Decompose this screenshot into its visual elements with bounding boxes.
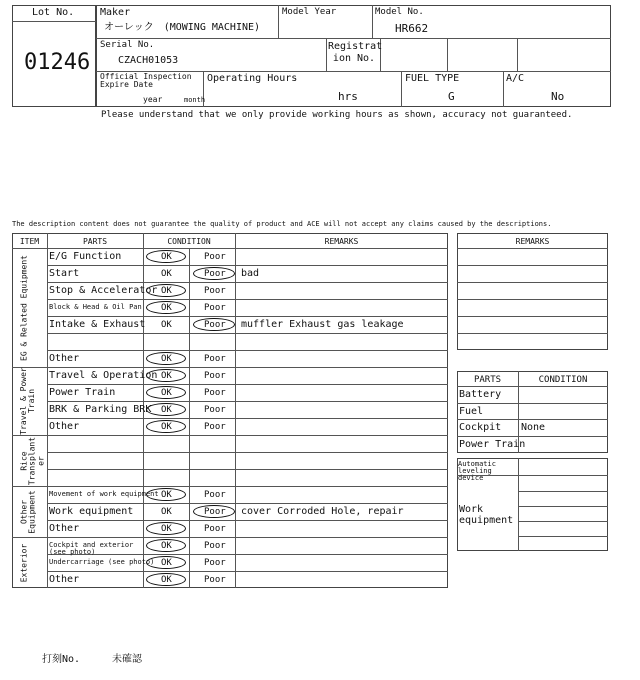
ok-option: OK (161, 490, 172, 500)
ac-value: No (551, 90, 565, 103)
ok-option: OK (161, 507, 172, 517)
selected-ok-circle (146, 573, 186, 586)
col-item-header: ITEM (19, 237, 40, 246)
col-remarks-header: REMARKS (324, 237, 359, 246)
part-label: Intake & Exhaust (49, 319, 146, 330)
month-label: month (184, 96, 206, 104)
selected-ok-circle (146, 284, 186, 297)
stamp-label: 打刻No. (42, 654, 81, 665)
group-label: Other Equipment (19, 489, 37, 534)
remark-text: muffler Exhaust gas leakage (241, 319, 404, 330)
inspection-label-2: Expire Date (100, 80, 153, 89)
hours-unit: hrs (338, 90, 358, 103)
ok-option: OK (161, 252, 172, 262)
part-label: Work equipment (49, 506, 134, 517)
part-label: Other (49, 353, 80, 364)
selected-ok-circle (146, 522, 186, 535)
year-label: year (143, 95, 163, 104)
stamp-value: 未確認 (112, 654, 142, 665)
selected-ok-circle (146, 369, 186, 382)
ok-option: OK (161, 320, 172, 330)
group-label: Travel & Power Train (19, 367, 37, 435)
ok-option: OK (161, 388, 172, 398)
part-label: Power Train (49, 387, 116, 398)
parts-header: PARTS (473, 375, 502, 385)
fuel-label-right: Fuel (459, 406, 484, 417)
part-label: Other (49, 574, 80, 585)
right-remarks-header: REMARKS (515, 237, 550, 246)
poor-option: Poor (204, 575, 226, 585)
disclaimer: The description content does not guarantee the quality of product and ACE will not accept any claims caused by the descriptions. (12, 220, 552, 228)
ok-option: OK (161, 286, 172, 296)
part-label: Start (49, 268, 80, 279)
selected-ok-circle (146, 420, 186, 433)
poor-option: Poor (204, 371, 226, 381)
part-label: E/G Function (49, 251, 122, 262)
part-label: Travel & Operation (49, 370, 158, 381)
poor-option: Poor (204, 286, 226, 296)
ok-option: OK (161, 405, 172, 415)
selected-poor-circle (193, 318, 235, 331)
lot-number: 01246 (24, 50, 91, 75)
poor-option: Poor (204, 388, 226, 398)
ok-option: OK (161, 558, 172, 568)
selected-ok-circle (146, 250, 186, 263)
selected-ok-circle (146, 403, 186, 416)
selected-ok-circle (146, 301, 186, 314)
hours-label: Operating Hours (207, 73, 298, 84)
group-label: EG & Related Equipment (19, 254, 28, 361)
serial-value: CZACH01053 (118, 55, 179, 66)
part-label: Cockpit and exterior (see photo) (49, 541, 134, 556)
poor-option: Poor (204, 405, 226, 415)
power-train-label: Power Train (459, 439, 526, 450)
col-condition-header: CONDITION (167, 237, 211, 246)
maker-value: オーレック (MOWING MACHINE) (104, 22, 261, 33)
serial-label: Serial No. (100, 40, 155, 50)
poor-option: Poor (204, 507, 226, 517)
ok-option: OK (161, 354, 172, 364)
poor-option: Poor (204, 269, 226, 279)
selected-ok-circle (146, 352, 186, 365)
selected-poor-circle (193, 505, 235, 518)
lot-label: Lot No. (32, 7, 75, 18)
model-no-label: Model No. (375, 7, 424, 17)
poor-option: Poor (204, 558, 226, 568)
selected-ok-circle (146, 386, 186, 399)
registration-label: Registrat ion No. (328, 41, 383, 64)
poor-option: Poor (204, 541, 226, 551)
work-equipment-label: Work equipment (459, 504, 514, 526)
condition-header: CONDITION (538, 375, 588, 385)
poor-option: Poor (204, 354, 226, 364)
auto-leveling-label: Automatic leveling device (458, 460, 496, 482)
part-label: Other (49, 421, 80, 432)
group-label: Rice Transplant er (19, 436, 45, 485)
part-label: Stop & Accelerator (49, 285, 158, 296)
poor-option: Poor (204, 252, 226, 262)
group-label: Exterior (19, 543, 28, 582)
selected-poor-circle (193, 267, 235, 280)
selected-ok-circle (146, 488, 186, 501)
ok-option: OK (161, 269, 172, 279)
part-label: Undercarriage (see photo) (49, 558, 155, 566)
poor-option: Poor (204, 524, 226, 534)
fuel-value: G (448, 90, 455, 103)
poor-option: Poor (204, 422, 226, 432)
poor-option: Poor (204, 490, 226, 500)
ok-option: OK (161, 303, 172, 313)
part-label: Block & Head & Oil Pan (49, 303, 142, 311)
cockpit-value: None (521, 422, 546, 433)
model-year-label: Model Year (282, 7, 337, 17)
maker-label: Maker (100, 7, 131, 18)
inspection-label-1: Official Inspection (100, 72, 192, 81)
poor-option: Poor (204, 303, 226, 313)
selected-ok-circle (146, 539, 186, 552)
selected-ok-circle (146, 556, 186, 569)
hours-note: Please understand that we only provide working hours as shown, accuracy not guaranteed. (101, 110, 573, 120)
remark-text: bad (241, 268, 260, 279)
poor-option: Poor (204, 320, 226, 330)
battery-label: Battery (459, 389, 502, 400)
ok-option: OK (161, 422, 172, 432)
model-no-value: HR662 (395, 22, 429, 35)
ok-option: OK (161, 575, 172, 585)
ok-option: OK (161, 541, 172, 551)
part-label: BRK & Parking BRK (49, 404, 152, 415)
fuel-label: FUEL TYPE (405, 73, 460, 84)
part-label: Movement of work equipment (49, 490, 159, 498)
col-parts-header: PARTS (82, 237, 108, 246)
part-label: Other (49, 523, 80, 534)
cockpit-label: Cockpit (459, 422, 502, 433)
remark-text: cover Corroded Hole, repair (241, 506, 404, 517)
ac-label: A/C (506, 73, 525, 84)
ok-option: OK (161, 524, 172, 534)
ok-option: OK (161, 371, 172, 381)
